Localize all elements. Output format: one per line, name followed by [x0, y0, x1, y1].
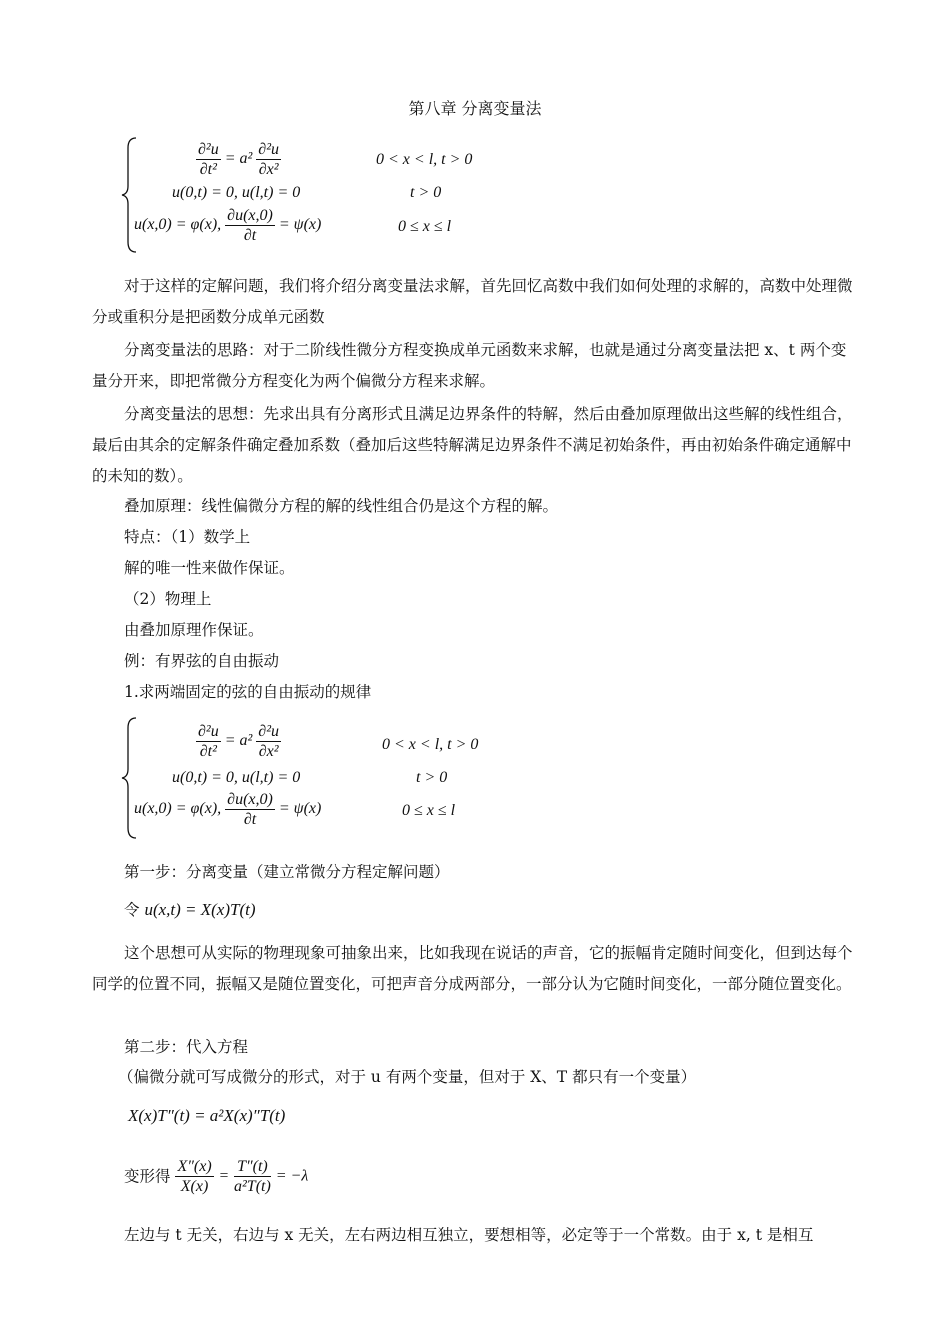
pde-condition: 0 < x < l, t > 0 — [376, 151, 473, 168]
separation-ansatz: 令 u(x,t) = X(x)T(t) — [124, 900, 256, 919]
substituted-equation: X(x)T″(t) = a²X(x)″T(t) — [128, 1106, 286, 1125]
paragraph-constant: 左边与 t 无关，右边与 x 无关，左右两边相互独立，要想相等，必定等于一个常数。由于 x, t 是相互 — [124, 1226, 814, 1244]
feature-math: 特点：（1）数学上 — [124, 528, 251, 546]
paragraph-idea: 分离变量法的思路：对于二阶线性微分方程变换成单元函数来求解，也就是通过分离变量法把 x、t 两个变量分开来，即把常微分方程变化为两个偏微分方程来求解。 — [92, 341, 847, 390]
paragraph-thought: 分离变量法的思想：先求出具有分离形式且满足边界条件的特解，然后由叠加原理做出这些解的线性组合，最后由其余的定解条件确定叠加系数（叠加后这些特解满足边界条件不满足初始条件，再由初始条件确定通解中的未知的数）。 — [92, 405, 853, 485]
feature-physics-detail: 由叠加原理作保证。 — [124, 621, 264, 639]
boundary-condition: u(0,t) = 0, u(l,t) = 0 — [172, 769, 301, 786]
feature-physics: （2）物理上 — [124, 590, 212, 608]
pde-equation: $\frac{\text{∂²u}}{\text{∂t²}}$ = a² $\frac{\text{∂²u}}{\text{∂x²}}$ — [198, 141, 279, 178]
boundary-domain: t > 0 — [410, 184, 442, 201]
superposition-principle: 叠加原理：线性偏微分方程的解的线性组合仍是这个方程的解。 — [124, 497, 559, 515]
chapter-title: 第八章 分离变量法 — [408, 99, 542, 118]
pde-condition: 0 < x < l, t > 0 — [382, 736, 479, 753]
transformed-equation: 变形得 $\frac{X''(x)}{X(x)}$ = $\frac{T''(t)}{\text{a²T(t)}}$ = −λ — [124, 1158, 309, 1195]
example-task: 1.求两端固定的弦的自由振动的规律 — [124, 683, 372, 701]
pde-equation: $\frac{\text{∂²u}}{\text{∂t²}}$ = a² $\frac{\text{∂²u}}{\text{∂x²}}$ — [198, 723, 279, 760]
initial-domain: 0 ≤ x ≤ l — [398, 218, 452, 235]
paragraph-physical: 这个思想可从实际的物理现象可抽象出来，比如我现在说话的声音，它的振幅肯定随时间变化，但到达每个同学的位置不同，振幅又是随位置变化，可把声音分成两部分，一部分认为它随时间变化，一部分随位置变化。 — [92, 944, 853, 993]
paragraph-intro: 对于这样的定解问题，我们将介绍分离变量法求解，首先回忆高数中我们如何处理的求解的，高数中处理微分或重积分是把函数分成单元函数 — [92, 277, 853, 326]
step-two: 第二步：代入方程 — [124, 1038, 249, 1056]
example-heading: 例：有界弦的自由振动 — [124, 652, 280, 670]
feature-math-detail: 解的唯一性来做作保证。 — [124, 559, 295, 577]
pde-system-1 — [120, 136, 540, 254]
step-two-note: （偏微分就可写成微分的形式，对于 u 有两个变量，但对于 X、T 都只有一个变量） — [118, 1068, 697, 1086]
initial-condition: u(x,0) = φ(x), $\frac{\partial u(x,0)}{\partial t}$ = ψ(x) — [134, 791, 322, 828]
step-one: 第一步：分离变量（建立常微分方程定解问题） — [124, 863, 450, 881]
initial-domain: 0 ≤ x ≤ l — [402, 802, 456, 819]
initial-condition: u(x,0) = φ(x), $\frac{\partial u(x,0)}{\partial t}$ = ψ(x) — [134, 207, 322, 244]
boundary-domain: t > 0 — [416, 769, 448, 786]
boundary-condition: u(0,t) = 0, u(l,t) = 0 — [172, 184, 301, 201]
pde-system-2 — [120, 716, 540, 840]
